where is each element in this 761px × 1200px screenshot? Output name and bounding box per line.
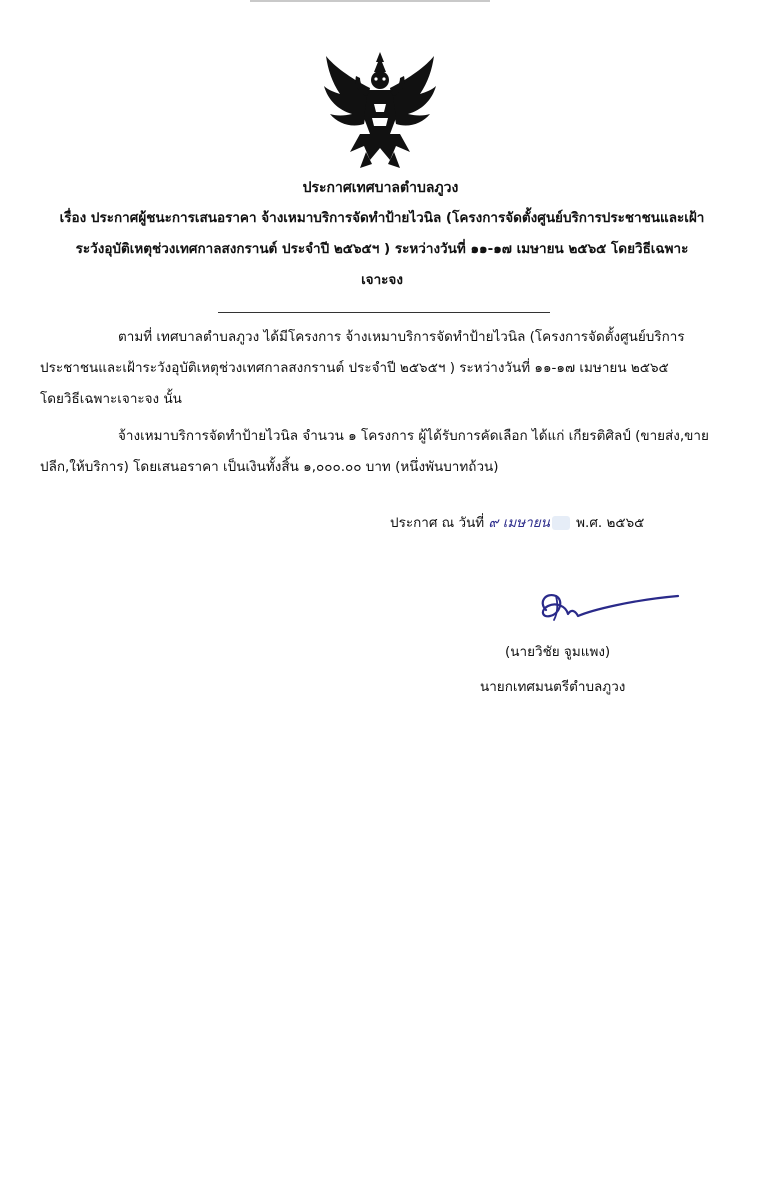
announcement-subject [28, 203, 736, 296]
ink-smudge [552, 516, 570, 530]
signer-position: นายกเทศมนตรีตำบลภูวง [480, 679, 626, 695]
date-day-handwritten: ๙ [488, 515, 499, 531]
subject-line: ระวังอุบัติเหตุช่วงเทศกาลสงกรานต์ ประจำปี ๒๕๖๕ฯ ) ระหว่างวันที่ ๑๑-๑๗ เมษายน ๒๕๖๕ โดยวิธีเฉพาะ [75, 241, 689, 257]
garuda-emblem-icon [320, 48, 440, 174]
date-month-handwritten: เมษายน [502, 515, 550, 531]
page-edge-line [250, 0, 490, 2]
header-divider [218, 312, 550, 313]
body-paragraph-1-line: โดยวิธีเฉพาะเจาะจง นั้น [40, 391, 182, 407]
subject-line: เจาะจง [361, 272, 403, 288]
announcement-date [390, 511, 644, 535]
subject-line: เรื่อง ประกาศผู้ชนะการเสนอราคา จ้างเหมาบริการจัดทำป้ายไวนิล (โครงการจัดตั้งศูนย์บริการประชาชนและเฝ้า [59, 210, 705, 226]
date-prefix: ประกาศ ณ วันที่ [390, 515, 485, 531]
body-paragraph-2-line: ปลีก,ให้บริการ) โดยเสนอราคา เป็นเงินทั้งสิ้น ๑,๐๐๐.๐๐ บาท (หนึ่งพันบาทถ้วน) [40, 459, 499, 475]
body-paragraph-2-line: จ้างเหมาบริการจัดทำป้ายไวนิล จำนวน ๑ โครงการ ผู้ได้รับการคัดเลือก ได้แก่ เกียรติศิลป์ (ขายส่ง,ขาย [118, 428, 709, 444]
date-year: พ.ศ. ๒๕๖๕ [576, 515, 645, 531]
handwritten-signature [532, 588, 682, 628]
body-paragraph-1-line: ประชาชนและเฝ้าระวังอุบัติเหตุช่วงเทศกาลสงกรานต์ ประจำปี ๒๕๖๕ฯ ) ระหว่างวันที่ ๑๑-๑๗ เมษายน ๒๕๖๕ [40, 360, 669, 376]
announcement-title: ประกาศเทศบาลตำบลภูวง [302, 180, 459, 196]
body-paragraph-1-line: ตามที่ เทศบาลตำบลภูวง ได้มีโครงการ จ้างเหมาบริการจัดทำป้ายไวนิล (โครงการจัดตั้งศูนย์บริการ [118, 329, 685, 345]
signer-name: (นายวิชัย จูมแพง) [505, 644, 611, 660]
